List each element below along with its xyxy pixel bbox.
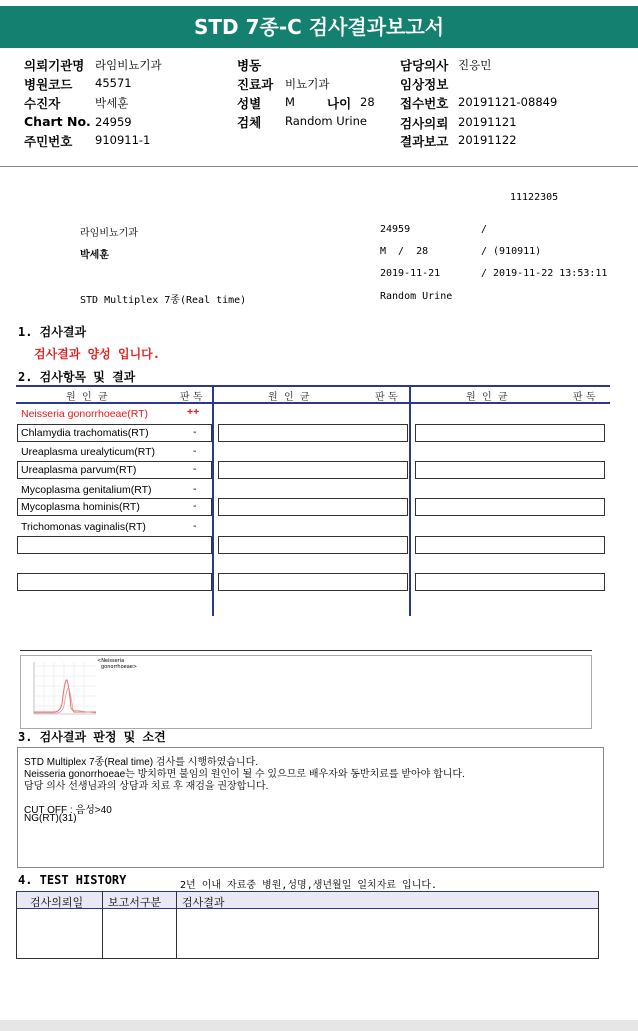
specimen-label: 검체	[237, 115, 262, 130]
chart-label: Chart No.	[24, 114, 91, 129]
row-result-5: -	[193, 483, 197, 495]
info-patient: 박세훈	[80, 250, 109, 261]
info-specimen: Random Urine	[380, 291, 453, 302]
info-slash: /	[481, 224, 488, 235]
code-label: 병원코드	[24, 77, 73, 92]
info-date1: 2019-11-21	[380, 268, 441, 279]
empty-row-right-2	[415, 461, 605, 479]
empty-row-mid-3	[218, 498, 408, 516]
section2-heading: 2. 검사항목 및 결과	[18, 370, 136, 384]
empty-row-mid-4	[218, 536, 408, 554]
opinion-line-4: CUT OFF : 음성>40	[24, 805, 112, 816]
row-result-6: -	[193, 500, 197, 512]
row-result-1: ++	[187, 406, 200, 418]
patient-label: 수진자	[24, 96, 61, 111]
col-judge-1: 판 독	[180, 392, 203, 403]
history-divider-2	[176, 891, 177, 959]
table-top-line	[16, 385, 610, 387]
empty-row-right-3	[415, 498, 605, 516]
col-pathogen-2: 원 인 균	[268, 392, 310, 403]
report-header	[0, 52, 638, 167]
age-value: 28	[360, 95, 375, 109]
req-label: 검사의뢰	[400, 116, 449, 131]
empty-row-mid-2	[218, 461, 408, 479]
section1-heading: 1. 검사결과	[18, 325, 87, 339]
section3-heading: 3. 검사결과 판정 및 소견	[18, 730, 166, 744]
history-col-report-type: 보고서구분	[108, 896, 162, 909]
sex-value: M	[285, 95, 295, 109]
report-title: STD 7종-C 검사결과보고서	[0, 6, 638, 48]
info-date2: / 2019-11-22 13:53:11	[481, 268, 608, 279]
row-name-1: Neisseria gonorrhoeae(RT)	[21, 408, 149, 420]
code-value: 45571	[95, 76, 132, 90]
row-name-3: Ureaplasma urealyticum(RT)	[21, 446, 156, 458]
info-sex-age: M / 28	[380, 246, 429, 257]
org-value: 라임비뇨기과	[95, 58, 162, 72]
info-chart: 24959	[380, 224, 411, 235]
age-label: 나이	[327, 96, 352, 111]
row-result-2: -	[193, 426, 197, 438]
empty-row-left-1	[17, 536, 212, 554]
info-test: STD Multiplex 7종(Real time)	[80, 295, 247, 306]
opinion-line-1: STD Multiplex 7종(Real time) 검사를 시행하였습니다.	[24, 757, 259, 768]
empty-row-mid-1	[218, 424, 408, 442]
report-label: 결과보고	[400, 134, 449, 149]
doctor-label: 담당의사	[400, 58, 449, 73]
opinion-line-5: NG(RT)(31)	[24, 813, 77, 824]
dept-label: 진료과	[237, 77, 274, 92]
ssn-label: 주민번호	[24, 134, 73, 149]
thumb-label-2: gonorrhoeae>	[101, 664, 138, 670]
row-name-6: Mycoplasma hominis(RT)	[21, 501, 140, 513]
col-divider-1	[212, 385, 214, 616]
col-divider-2	[409, 385, 411, 616]
thumb-label-1: <Neisseria	[97, 658, 125, 664]
history-col-result: 검사결과	[182, 896, 225, 909]
history-right-border	[598, 891, 599, 959]
ssn-value: 910911-1	[95, 133, 151, 147]
receipt-label: 접수번호	[400, 96, 449, 111]
row-name-5: Mycoplasma genitalium(RT)	[21, 484, 152, 496]
opinion-line-3: 담당 의사 선생님과의 상담과 치료 후 재검을 권장합니다.	[24, 781, 269, 792]
info-clinic: 라임비뇨기과	[80, 228, 138, 239]
col-pathogen-3: 원 인 균	[466, 392, 508, 403]
dept-value: 비뇨기과	[285, 77, 330, 91]
col-pathogen-1: 원 인 균	[66, 392, 108, 403]
empty-row-right-1	[415, 424, 605, 442]
report-value: 20191122	[458, 133, 517, 147]
req-value: 20191121	[458, 115, 517, 129]
history-header-row	[16, 891, 599, 909]
section4-heading: 4. TEST HISTORY	[18, 873, 127, 887]
info-birth: / (910911)	[481, 246, 542, 257]
clinical-label: 임상정보	[400, 77, 449, 92]
positive-result: 검사결과 양성 입니다.	[34, 347, 161, 361]
empty-row-right-4	[415, 536, 605, 554]
org-label: 의뢰기관명	[24, 58, 85, 73]
sex-label: 성별	[237, 96, 262, 111]
history-divider-1	[102, 891, 103, 959]
row-result-3: -	[193, 445, 197, 457]
receipt-value: 20191121-08849	[458, 95, 558, 109]
history-col-request-date: 검사의뢰일	[30, 896, 84, 909]
row-name-2: Chlamydia trachomatis(RT)	[21, 427, 149, 439]
history-note: 2년 이내 자료중 병원,성명,생년월일 일치자료 입니다.	[180, 880, 438, 891]
empty-row-mid-5	[218, 573, 408, 591]
chart-value: 24959	[95, 115, 132, 129]
col-judge-2: 판 독	[375, 392, 398, 403]
patient-value: 박세훈	[95, 96, 129, 110]
amplification-curve-thumbnail	[24, 658, 144, 724]
col-judge-3: 판 독	[573, 392, 596, 403]
ward-label: 병동	[237, 58, 262, 73]
specimen-value: Random Urine	[285, 114, 367, 128]
doctor-value: 진응민	[458, 58, 492, 72]
history-left-border	[16, 891, 17, 959]
row-name-4: Ureaplasma parvum(RT)	[21, 464, 137, 476]
opinion-line-2: Neisseria gonorrhoeae는 방치하면 불임의 원인이 될 수 있으므로 배우자와 동반치료를 받아야 합니다.	[24, 769, 465, 780]
empty-row-right-5	[415, 573, 605, 591]
row-name-7: Trichomonas vaginalis(RT)	[21, 521, 146, 533]
history-bottom-border	[16, 958, 599, 959]
row-result-7: -	[193, 520, 197, 532]
page-bottom-bar	[0, 1020, 638, 1031]
row-result-4: -	[193, 463, 197, 475]
code-number: 11122305	[510, 192, 559, 203]
empty-row-left-2	[17, 573, 212, 591]
chart-area-top-line	[20, 650, 592, 651]
